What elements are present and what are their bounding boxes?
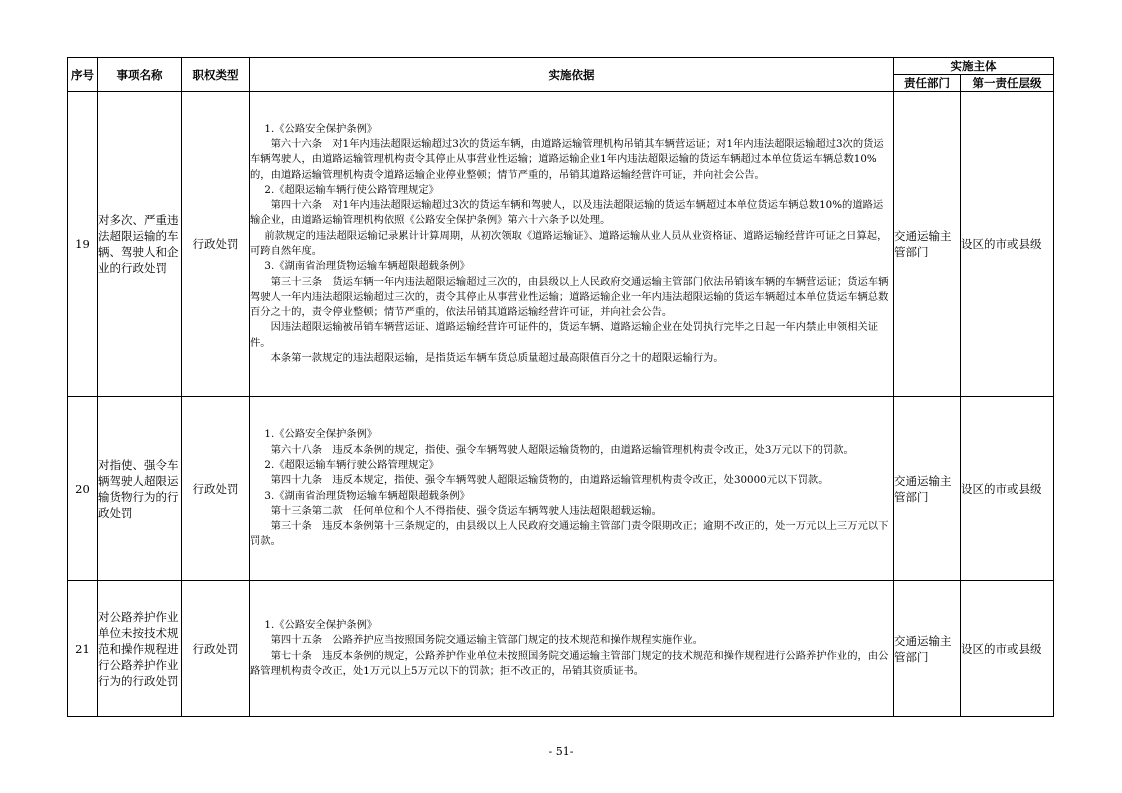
row-dept: 交通运输主管部门 [894,92,961,397]
row-level: 设区的市或县级 [961,397,1054,581]
row-basis [250,581,894,717]
page-number: - 51- [548,745,574,758]
header-level: 第一责任层级 [961,75,1054,92]
row-basis [250,397,894,581]
row-power-type: 行政处罚 [182,92,250,397]
header-dept: 责任部门 [894,75,961,92]
header-basis: 实施依据 [250,58,894,92]
header-power-type: 职权类型 [182,58,250,92]
header-seq: 序号 [68,58,98,92]
header-subject: 实施主体 [894,58,1054,75]
table-row [68,397,1054,581]
basis-paragraph: 1.《公路安全保护条例》 [264,618,378,631]
row-item-name: 对指使、强令车辆驾驶人超限运输货物行为的行政处罚 [98,397,182,581]
row-level: 设区的市或县级 [961,92,1054,397]
table-row [68,581,1054,717]
basis-paragraph: 第四十六条 对1年内违法超限运输超过3次的货运车辆和驾驶人，以及违法超限运输的货运车辆超过本单位货运车辆总数10%的道路运输企业，由道路运输管理机构依照《公路安全保护条例》第六十六条予以处理。 [250,199,884,227]
row-dept: 交通运输主管部门 [894,397,961,581]
basis-paragraph: 1.《公路安全保护条例》 [264,122,378,135]
basis-paragraph: 第四十九条 违反本规定，指使、强令车辆驾驶人超限运输货物的，由道路运输管理机构责令改正，处30000元以下罚款。 [270,474,829,487]
row-seq: 21 [68,581,98,717]
basis-paragraph: 本条第一款规定的违法超限运输，是指货运车辆车货总质量超过最高限值百分之十的超限运输行为。 [270,352,724,365]
basis-paragraph: 第七十条 违反本条例的规定，公路养护作业单位未按照国务院交通运输主管部门规定的技术规范和操作规程进行公路养护作业的，由公路管理机构责令改正，处1万元以上5万元以下的罚款；拒不改正的，吊销其资质证书。 [250,649,889,677]
row-dept: 交通运输主管部门 [894,581,961,717]
basis-paragraph: 2.《超限运输车辆行驶公路管理规定》 [264,458,439,471]
row-level: 设区的市或县级 [961,581,1054,717]
basis-paragraph: 第六十六条 对1年内违法超限运输超过3次的货运车辆，由道路运输管理机构吊销其车辆营运证；对1年内违法超限运输超过3次的货运车辆驾驶人，由道路运输管理机构责令其停止从事营业性运输；道路运输企业1年内违法超限运输的货运车辆超过本单位货运车辆总数10%的，由道路运输管理机构责令道路运输企业停业整顿；情节严重的，吊销其道路运输经营许可证，并向社会公告。 [250,137,884,181]
table-row [68,92,1054,397]
enforcement-table [67,57,1054,717]
basis-paragraph: 第十三条第二款 任何单位和个人不得指使、强令货运车辆驾驶人违法超限超载运输。 [270,504,662,517]
basis-paragraph: 3.《湖南省治理货物运输车辆超限超载条例》 [264,489,470,502]
basis-paragraph: 第四十五条 公路养护应当按照国务院交通运输主管部门规定的技术规范和操作规程实施作业。 [270,634,704,647]
basis-paragraph: 1.《公路安全保护条例》 [264,428,378,441]
basis-paragraph: 前款规定的违法超限运输记录累计计算周期，从初次领取《道路运输证》、道路运输从业人员从业资格证、道路运输经营许可证之日算起，可跨自然年度。 [250,229,888,257]
basis-paragraph: 第三十三条 货运车辆一年内违法超限运输超过三次的，由县级以上人民政府交通运输主管部门依法吊销该车辆的车辆营运证；货运车辆驾驶人一年内违法超限运输超过三次的，责令其停止从事营业性运输；道路运输企业一年内违法超限运输的货运车辆超过本单位货运车辆总数百分之十的，责令停业整顿；情节严重的，依法吊销其道路运输经营许可证，并向社会公告。 [250,275,889,319]
row-basis [250,92,894,397]
basis-paragraph: 2.《超限运输车辆行使公路管理规定》 [264,183,439,196]
row-power-type: 行政处罚 [182,397,250,581]
header-item-name: 事项名称 [98,58,182,92]
row-item-name: 对公路养护作业单位未按技术规范和操作规程进行公路养护作业行为的行政处罚 [98,581,182,717]
basis-paragraph: 第六十八条 违反本条例的规定，指使、强令车辆驾驶人超限运输货物的，由道路运输管理机构责令改正，处3万元以下的罚款。 [270,443,854,456]
basis-paragraph: 因违法超限运输被吊销车辆营运证、道路运输经营许可证件的，货运车辆、道路运输企业在处罚执行完毕之日起一年内禁止申领相关证件。 [250,321,879,349]
row-item-name: 对多次、严重违法超限运输的车辆、驾驶人和企业的行政处罚 [98,92,182,397]
row-power-type: 行政处罚 [182,581,250,717]
row-seq: 20 [68,397,98,581]
basis-paragraph: 第三十条 违反本条例第十三条规定的，由县级以上人民政府交通运输主管部门责令限期改正；逾期不改正的，处一万元以上三万元以下罚款。 [250,520,889,548]
row-seq: 19 [68,92,98,397]
basis-paragraph: 3.《湖南省治理货物运输车辆超限超载条例》 [264,260,470,273]
